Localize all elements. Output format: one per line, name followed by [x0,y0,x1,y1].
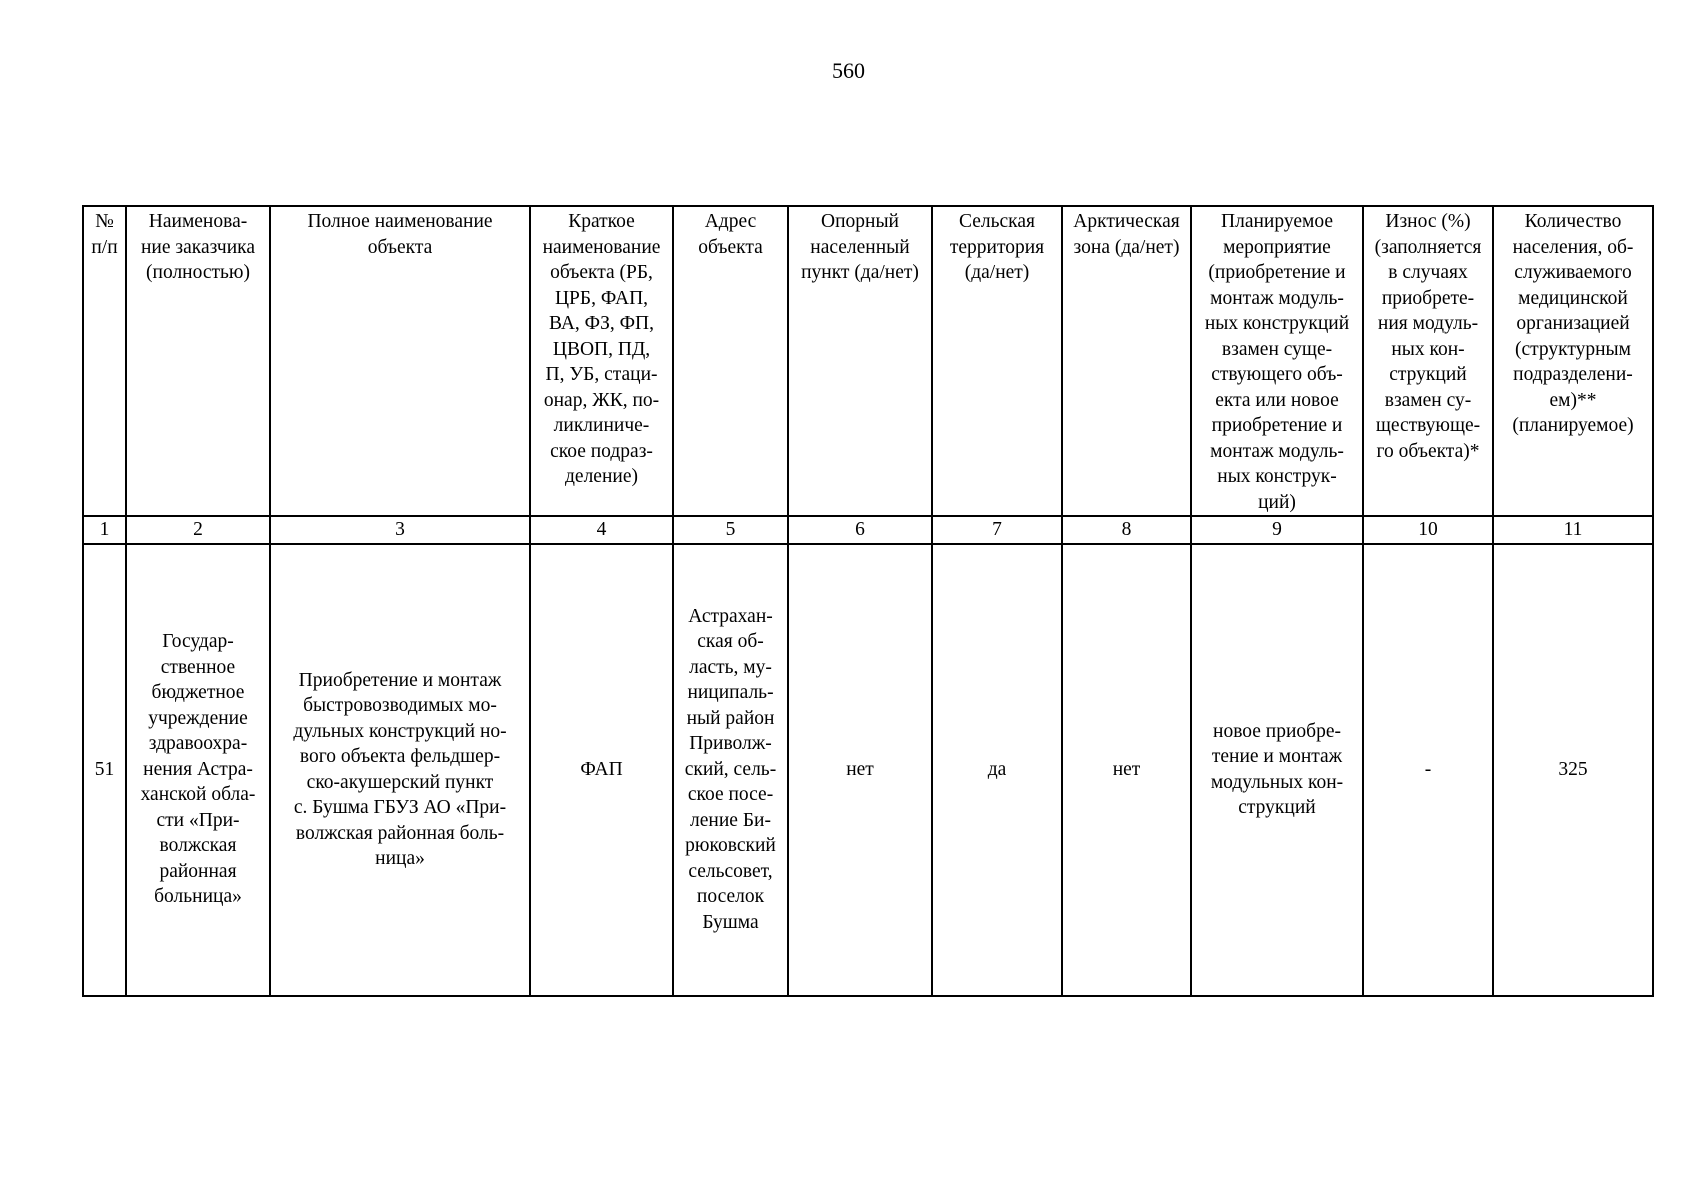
header-cell-number: № п/п [83,206,126,516]
column-number-cell: 2 [126,516,270,544]
customer-name-cell: Государ- ственное бюджетное учреждение здравоохра- нения Астра- ханской обла- сти «При- волжская районная больница» [126,544,270,996]
row-number-cell: 51 [83,544,126,996]
table-row [83,544,1653,996]
column-number-row [83,516,1653,544]
object-short-name-cell: ФАП [530,544,673,996]
header-cell-arctic-zone: Арктическая зона (да/нет) [1062,206,1191,516]
header-cell-reference-settlement: Опорный населенный пункт (да/нет) [788,206,932,516]
planned-activity-cell: новое приобре- тение и монтаж модульных кон- струкций [1191,544,1363,996]
column-number-cell: 9 [1191,516,1363,544]
header-cell-rural-territory: Сельская территория (да/нет) [932,206,1062,516]
header-cell-population: Количество населения, об- служиваемого медицинской организацией (структурным подразделени- ем)** (планируемое) [1493,206,1653,516]
header-cell-customer-name: Наименова- ние заказчика (полностью) [126,206,270,516]
column-number-cell: 5 [673,516,788,544]
column-number-cell: 1 [83,516,126,544]
column-number-cell: 3 [270,516,530,544]
facilities-table [82,205,1654,997]
column-number-cell: 11 [1493,516,1653,544]
object-full-name-cell: Приобретение и монтаж быстровозводимых мо- дульных конструкций но- вого объекта фельдшер- ско-акушерский пункт с. Бушма ГБУЗ АО «При- волжская районная боль- ница» [270,544,530,996]
column-number-cell: 7 [932,516,1062,544]
column-number-cell: 10 [1363,516,1493,544]
object-address-cell: Астрахан- ская об- ласть, му- ниципаль- ный район Приволж- ский, сель- ское посе- ление Би- рюковский сельсовет, поселок Бушма [673,544,788,996]
header-cell-planned-activity: Планируемое мероприятие (приобретение и монтаж модуль- ных конструкций взамен суще- ствующего объ- екта или новое приобретение и монтаж модуль- ных конструк- ций) [1191,206,1363,516]
header-cell-object-full-name: Полное наименование объекта [270,206,530,516]
rural-territory-cell: да [932,544,1062,996]
header-cell-object-short-name: Краткое наименование объекта (РБ, ЦРБ, ФАП, ВА, ФЗ, ФП, ЦВОП, ПД, П, УБ, стаци- онар, ЖК, по- ликлиниче- ское подраз- деление) [530,206,673,516]
page-number: 560 [832,58,865,83]
column-number-cell: 8 [1062,516,1191,544]
arctic-zone-cell: нет [1062,544,1191,996]
population-cell: 325 [1493,544,1653,996]
header-cell-object-address: Адрес объекта [673,206,788,516]
table-header-row [83,206,1653,516]
wear-cell: - [1363,544,1493,996]
reference-settlement-cell: нет [788,544,932,996]
column-number-cell: 4 [530,516,673,544]
column-number-cell: 6 [788,516,932,544]
header-cell-wear: Износ (%) (заполняется в случаях приобрете- ния модуль- ных кон- струкций взамен су- ществующе- го объекта)* [1363,206,1493,516]
